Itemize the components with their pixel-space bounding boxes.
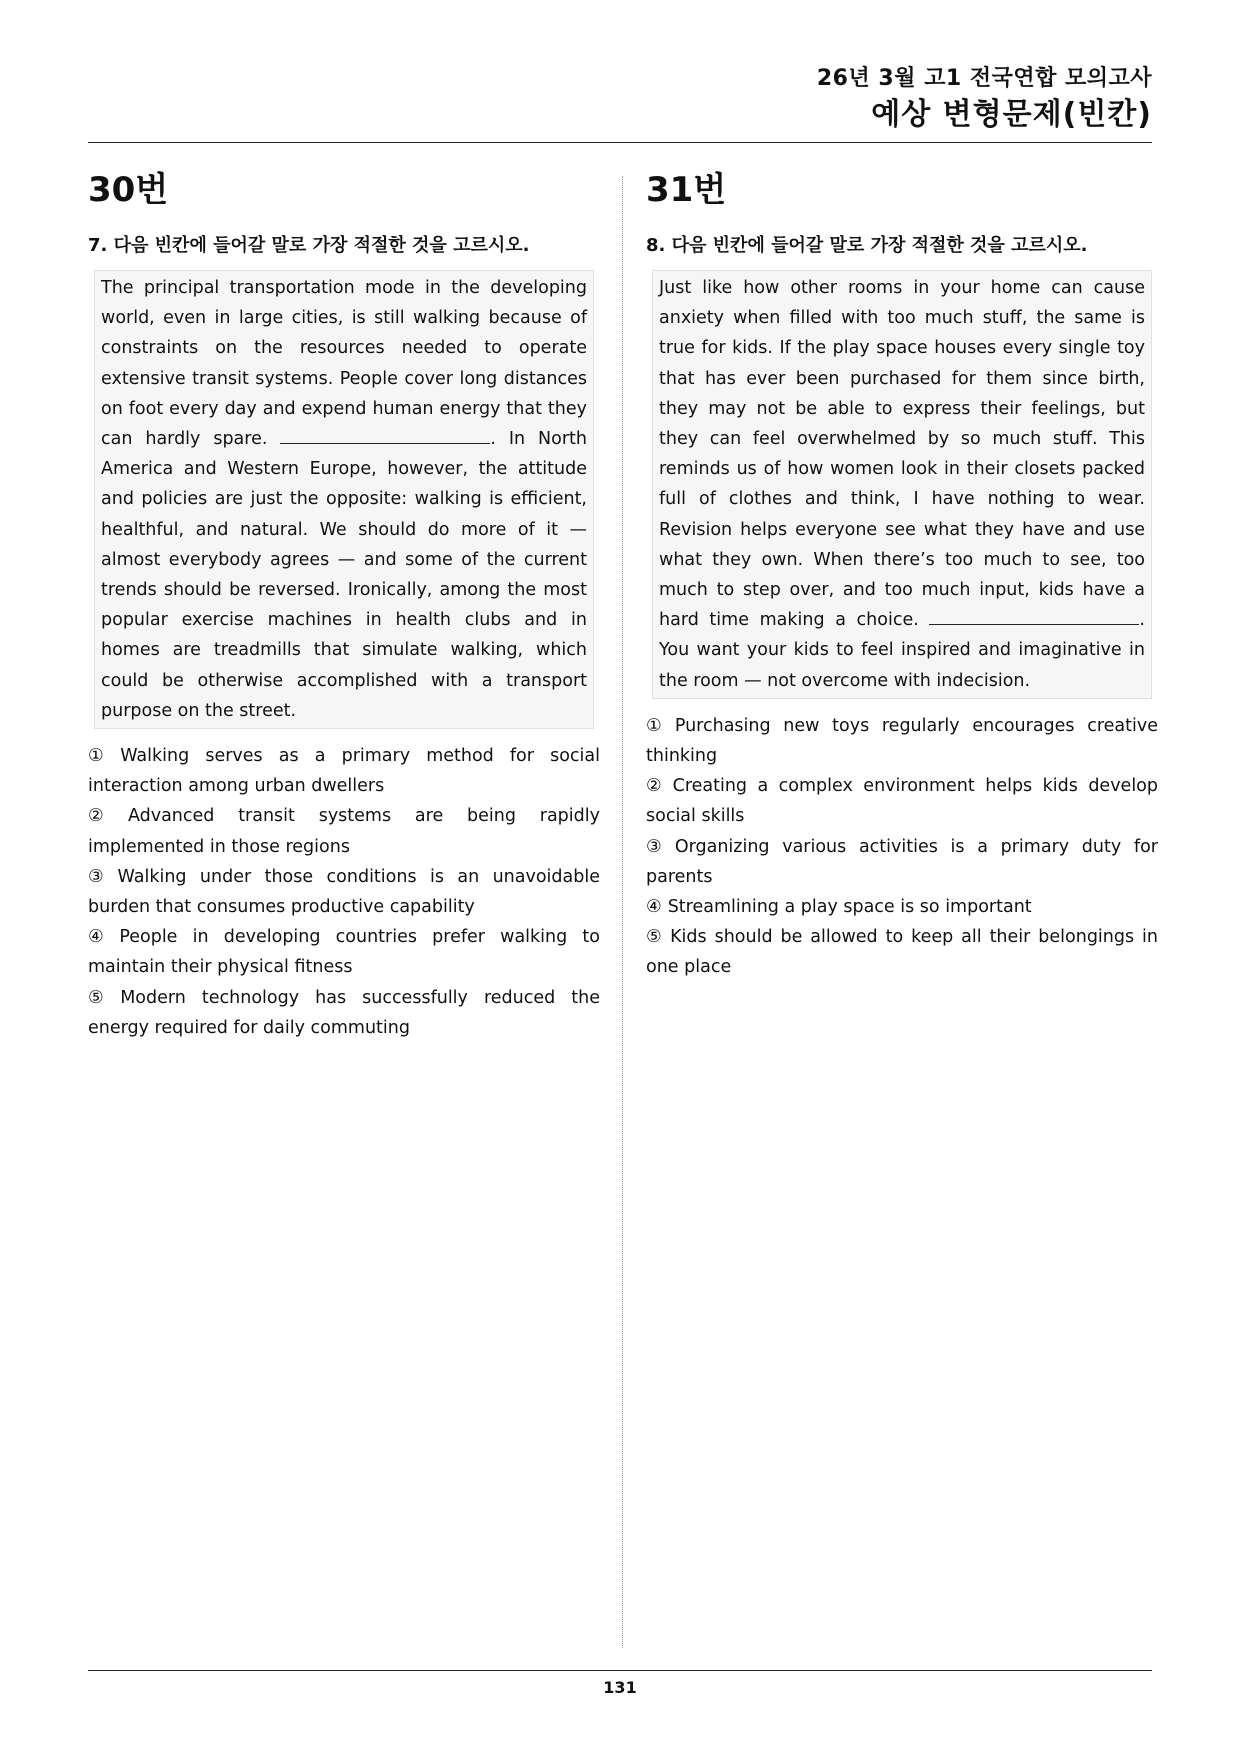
passage-box xyxy=(652,270,1152,699)
answer-options xyxy=(646,711,1158,983)
option-mark: ④ xyxy=(646,897,662,918)
option-mark: ① xyxy=(646,715,669,736)
option-text: Walking serves as a primary method for social interaction among urban dwellers xyxy=(88,746,600,797)
exam-title: 예상 변형문제(빈칸) xyxy=(871,97,1152,132)
option-mark: ① xyxy=(88,746,115,767)
option-4[interactable] xyxy=(88,922,600,982)
passage-text-after: . In North America and Western Europe, however, the attitude and policies are just the opposite: walking is efficient, healthful, and natural. We should do more of it — almost everybody agrees — and some of the current trends should be reversed. Ironically, among the most popular exercise machines in health clubs and in homes are treadmills that simulate walking, which could be otherwise accomplished with a transport purpose on the street. xyxy=(101,429,587,721)
option-5[interactable] xyxy=(88,983,600,1043)
question-instruction: 8. 다음 빈칸에 들어갈 말로 가장 적절한 것을 고르시오. xyxy=(646,235,1088,256)
option-text: Purchasing new toys regularly encourages creative thinking xyxy=(646,715,1158,767)
passage-box xyxy=(94,270,594,729)
footer-divider xyxy=(88,1670,1152,1671)
option-text: Advanced transit systems are being rapidly implemented in those regions xyxy=(88,806,600,857)
page-header xyxy=(88,64,1152,136)
option-5[interactable] xyxy=(646,922,1158,982)
option-text: Kids should be allowed to keep all their belongings in one place xyxy=(646,927,1158,978)
option-2[interactable] xyxy=(88,801,600,861)
header-divider xyxy=(88,142,1152,143)
passage-text-after: . You want your kids to feel inspired and imaginative in the room — not overcome with indecision. xyxy=(659,610,1145,691)
answer-blank xyxy=(929,606,1139,625)
option-mark: ⑤ xyxy=(646,927,665,948)
option-1[interactable] xyxy=(88,741,600,801)
page-number: 131 xyxy=(603,1678,637,1697)
option-text: Creating a complex environment helps kids develop social skills xyxy=(646,776,1158,827)
option-mark: ⑤ xyxy=(88,987,115,1008)
question-31-column xyxy=(646,168,1158,983)
option-mark: ② xyxy=(88,806,122,827)
option-mark: ② xyxy=(646,776,667,797)
question-number: 31번 xyxy=(646,170,727,210)
option-text: Streamlining a play space is so important xyxy=(667,897,1032,918)
option-4[interactable] xyxy=(646,892,1158,922)
passage-text-before: Just like how other rooms in your home can cause anxiety when filled with too much stuff, the same is true for kids. If the play space houses every single toy that has ever been purchased for them since birth, they may not be able to express their feelings, but they can feel overwhelmed by so much stuff. This reminds us of how women look in their closets packed full of clothes and think, I have nothing to wear. Revision helps everyone see what they have and use what they own. When there’s too much to see, too much to step over, and too much input, kids have a hard time making a choice. xyxy=(659,278,1145,631)
option-2[interactable] xyxy=(646,771,1158,831)
passage-text-before: The principal transportation mode in the developing world, even in large cities, is still walking because of constraints on the resources needed to operate extensive transit systems. People cover long distances on foot every day and expend human energy that they can hardly spare. xyxy=(101,278,587,450)
option-mark: ③ xyxy=(646,836,669,857)
question-instruction: 7. 다음 빈칸에 들어갈 말로 가장 적절한 것을 고르시오. xyxy=(88,235,530,256)
answer-blank xyxy=(280,425,490,444)
option-text: Modern technology has successfully reduced the energy required for daily commuting xyxy=(88,987,600,1038)
question-number: 30번 xyxy=(88,170,169,210)
exam-subtitle: 26년 3월 고1 전국연합 모의고사 xyxy=(816,66,1152,91)
option-text: Walking under those conditions is an unavoidable burden that consumes productive capability xyxy=(88,866,600,918)
option-mark: ④ xyxy=(88,927,114,948)
option-1[interactable] xyxy=(646,711,1158,771)
option-3[interactable] xyxy=(646,832,1158,892)
answer-options xyxy=(88,741,600,1043)
question-30-column xyxy=(88,168,600,1043)
option-text: People in developing countries prefer walking to maintain their physical fitness xyxy=(88,927,600,978)
option-mark: ③ xyxy=(88,866,112,887)
option-text: Organizing various activities is a primary duty for parents xyxy=(646,836,1158,887)
option-3[interactable] xyxy=(88,862,600,922)
column-divider xyxy=(622,176,623,1648)
